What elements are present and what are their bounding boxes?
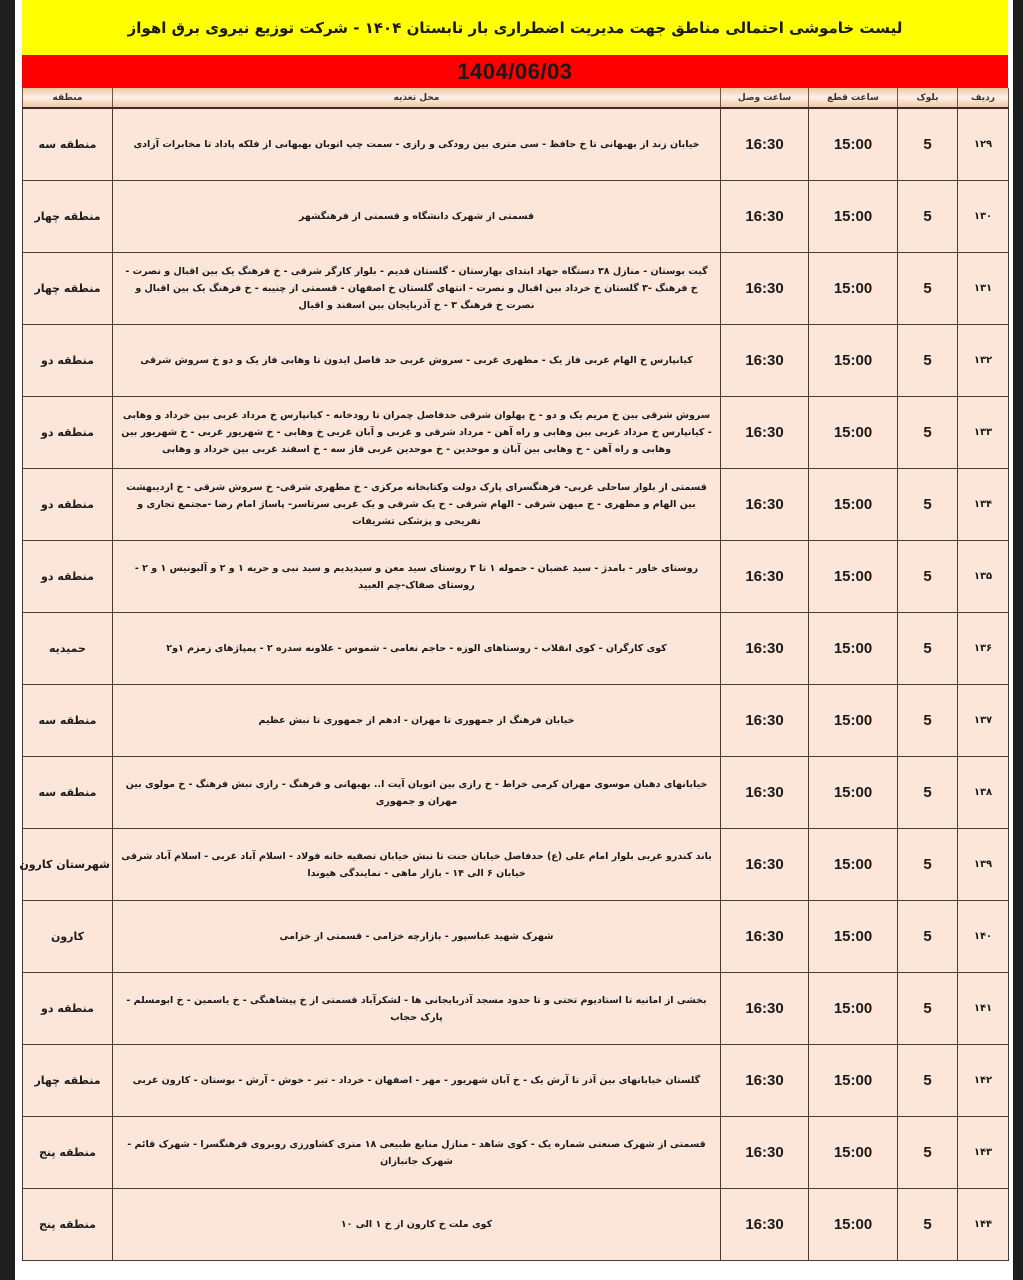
feed-area: باند کندرو غربی بلوار امام علی (ع) حدفاصل خیابان جنت تا نبش خیابان تصفیه خانه فولاد - اسلام آباد غربی - اسلام آباد شرقی خیابان ۶ الی ۱۴ - بازار ماهی - نمایندگی هیوندا [113,829,721,901]
block-number: 5 [898,685,958,757]
cut-time: 15:00 [809,901,898,973]
cut-time: 15:00 [809,757,898,829]
cut-time: 15:00 [809,469,898,541]
cut-time: 15:00 [809,829,898,901]
region: منطقه چهار [23,181,113,253]
feed-area: خیابان زند از بهبهانی تا خ حافظ - سی متری بین رودکی و رازی - سمت چپ اتوبان بهبهانی از فلکه پاداد تا مخابرات آزادی [113,108,721,181]
feed-area: گیت بوستان - منازل ۳۸ دستگاه جهاد ابتدای بهارستان - گلستان قدیم - بلوار کارگر شرقی - خ فرهنگ یک بین اقبال و نصرت - خ فرهنگ -۳ گلستان خ خرداد بین اقبال و نصرت - انتهای گلستان خ اصفهان - قسمتی از چنیبه - خ فرهنگ یک بین اقبال و نصرت خ فرهنگ ۳ - خ آذربایجان بین اسفند و اقبال [113,253,721,325]
feed-area: قسمتی از شهرک دانشگاه و قسمتی از فرهنگشهر [113,181,721,253]
region: شهرستان کارون [23,829,113,901]
table-row [23,1189,1009,1261]
block-number: 5 [898,1189,958,1261]
block-number: 5 [898,1045,958,1117]
connect-time: 16:30 [721,541,809,613]
column-header-feed-area: محل تغذیه [113,88,721,108]
feed-area: کوی کارگران - کوی انقلاب - روستاهای الوزه - حاجم نعامی - شموس - علاونه سدره ۲ - پمپاژهای زمزم ۱و۲ [113,613,721,685]
table-row [23,613,1009,685]
connect-time: 16:30 [721,253,809,325]
table-header-row [23,88,1009,108]
block-number: 5 [898,325,958,397]
connect-time: 16:30 [721,325,809,397]
row-number: ۱۳۲ [958,325,1009,397]
row-number: ۱۳۱ [958,253,1009,325]
column-header-block: بلوک [898,88,958,108]
table-row [23,901,1009,973]
block-number: 5 [898,397,958,469]
document-page [15,0,1013,1280]
row-number: ۱۳۹ [958,829,1009,901]
feed-area: شهرک شهید عباسپور - بازارچه خزامی - قسمتی از خزامی [113,901,721,973]
feed-area: گلستان خیابانهای بین آذر تا آرش یک - خ آبان شهریور - مهر - اصفهان - خرداد - تیر - خوش - آرش - بوستان - کارون غربی [113,1045,721,1117]
table-row [23,253,1009,325]
feed-area: کوی ملت خ کارون از خ ۱ الی ۱۰ [113,1189,721,1261]
block-number: 5 [898,108,958,181]
row-number: ۱۴۲ [958,1045,1009,1117]
connect-time: 16:30 [721,757,809,829]
outage-table [19,88,1009,1261]
connect-time: 16:30 [721,613,809,685]
block-number: 5 [898,757,958,829]
feed-area: خیابانهای دهبان موسوی مهران کرمی خراط - خ رازی بین اتوبان آیت ا.. بهبهانی و فرهنگ - رازی نبش فرهنگ - خ مولوی بین مهران و جمهوری [113,757,721,829]
block-number: 5 [898,181,958,253]
connect-time: 16:30 [721,829,809,901]
connect-time: 16:30 [721,181,809,253]
column-header-region: منطقه [23,88,113,108]
cut-time: 15:00 [809,1117,898,1189]
region: منطقه دو [23,325,113,397]
region: منطقه دو [23,397,113,469]
table-row [23,829,1009,901]
region: منطقه دو [23,469,113,541]
cut-time: 15:00 [809,1189,898,1261]
date-banner: 1404/06/03 [22,55,1008,88]
region: منطقه چهار [23,253,113,325]
column-header-connect-time: ساعت وصل [721,88,809,108]
cut-time: 15:00 [809,973,898,1045]
row-number: ۱۴۱ [958,973,1009,1045]
row-number: ۱۳۸ [958,757,1009,829]
connect-time: 16:30 [721,469,809,541]
block-number: 5 [898,1117,958,1189]
row-number: ۱۳۰ [958,181,1009,253]
table-row [23,397,1009,469]
connect-time: 16:30 [721,901,809,973]
region: منطقه سه [23,757,113,829]
cut-time: 15:00 [809,253,898,325]
connect-time: 16:30 [721,108,809,181]
row-number: ۱۲۹ [958,108,1009,181]
row-number: ۱۴۴ [958,1189,1009,1261]
feed-area: قسمتی از شهرک صنعتی شماره یک - کوی شاهد - منازل منابع طبیعی ۱۸ متری کشاورزی روبروی فرهنگسرا - شهرک قائم - شهرک جانبازان [113,1117,721,1189]
table-row [23,325,1009,397]
region: منطقه پنج [23,1117,113,1189]
row-number: ۱۳۵ [958,541,1009,613]
feed-area: کیانپارس خ الهام غربی فاز یک - مطهری غربی - سروش غربی حد فاصل ایدون تا وهابی فاز یک و دو خ سروش شرقی [113,325,721,397]
table-row [23,108,1009,181]
row-number: ۱۳۴ [958,469,1009,541]
connect-time: 16:30 [721,685,809,757]
feed-area: قسمتی از بلوار ساحلی غربی- فرهنگسرای پارک دولت وکتابخانه مرکزی - خ مطهری شرقی- خ سروش شرقی - خ اردیبهشت بین الهام و مطهری - خ میهن شرقی - الهام شرقی - خ یک شرقی و یک غربی سرتاسر- پاساژ امام رضا -مجتمع تجاری و تفریحی و پزشکی تشریفات [113,469,721,541]
region: منطقه چهار [23,1045,113,1117]
column-header-row-number: ردیف [958,88,1009,108]
cut-time: 15:00 [809,613,898,685]
row-number: ۱۳۷ [958,685,1009,757]
cut-time: 15:00 [809,541,898,613]
cut-time: 15:00 [809,1045,898,1117]
connect-time: 16:30 [721,1117,809,1189]
table-row [23,757,1009,829]
page-title: لیست خاموشی احتمالی مناطق جهت مدیریت اضطراری بار تابستان ۱۴۰۴ - شرکت توزیع نیروی برق اهواز [22,0,1008,55]
block-number: 5 [898,901,958,973]
block-number: 5 [898,253,958,325]
region: منطقه دو [23,541,113,613]
table-row [23,1117,1009,1189]
block-number: 5 [898,829,958,901]
column-header-cut-time: ساعت قطع [809,88,898,108]
cut-time: 15:00 [809,397,898,469]
cut-time: 15:00 [809,685,898,757]
feed-area: بخشی از امانیه تا استادیوم تختی و تا حدود مسجد آذربایجانی ها - لشکرآباد قسمتی از خ پیشاهنگی - خ یاسمین - خ ابومسلم - پارک حجاب [113,973,721,1045]
block-number: 5 [898,973,958,1045]
row-number: ۱۳۳ [958,397,1009,469]
outage-sheet [19,0,1008,1261]
region: منطقه پنج [23,1189,113,1261]
block-number: 5 [898,469,958,541]
feed-area: سروش شرقی بین خ مریم یک و دو - خ پهلوان شرقی حدفاصل چمران تا رودخانه - کیانپارس خ مرداد غربی بین خرداد و وهابی - کیانپارس خ مرداد غربی بین وهابی و راه آهن - مرداد شرقی و غربی و آبان غربی خ وهابی - خ شهریور غربی - خ شهریور بین وهابی و راه آهن - خ وهابی بین آبان و موحدین - خ موحدین غربی فاز سه - خ اسفند غربی بین خرداد و وهابی [113,397,721,469]
connect-time: 16:30 [721,1189,809,1261]
feed-area: خیابان فرهنگ از جمهوری تا مهران - ادهم از جمهوری تا نبش عظیم [113,685,721,757]
feed-area: روستای خاور - بامدژ - سید غضبان - حموله ۱ تا ۳ روستای سید معن و سیدیدیم و سید نبی و حریه ۱ و ۲ و آلبونیس ۱ و ۲ - روستای صفاک-چم العبید [113,541,721,613]
table-row [23,685,1009,757]
row-number: ۱۴۳ [958,1117,1009,1189]
block-number: 5 [898,541,958,613]
cut-time: 15:00 [809,181,898,253]
block-number: 5 [898,613,958,685]
row-number: ۱۳۶ [958,613,1009,685]
region: منطقه سه [23,108,113,181]
table-row [23,541,1009,613]
connect-time: 16:30 [721,973,809,1045]
region: منطقه دو [23,973,113,1045]
table-row [23,469,1009,541]
region: حمیدیه [23,613,113,685]
table-row [23,1045,1009,1117]
region: کارون [23,901,113,973]
table-row [23,973,1009,1045]
row-number: ۱۴۰ [958,901,1009,973]
connect-time: 16:30 [721,1045,809,1117]
cut-time: 15:00 [809,108,898,181]
connect-time: 16:30 [721,397,809,469]
region: منطقه سه [23,685,113,757]
cut-time: 15:00 [809,325,898,397]
table-row [23,181,1009,253]
